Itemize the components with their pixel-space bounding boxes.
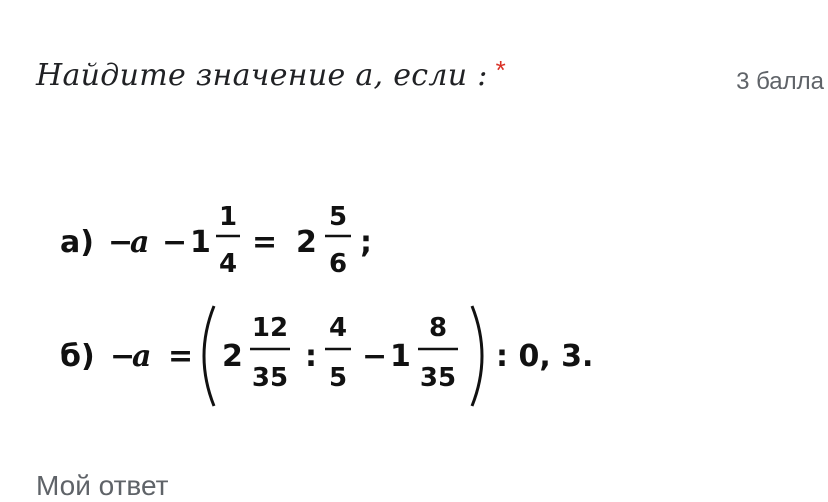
problem-b-minus: − (110, 339, 136, 374)
problem-b-colon1: : (305, 339, 317, 374)
problem-a-den1: 4 (218, 249, 238, 279)
question-title (36, 55, 507, 93)
required-star: * (495, 55, 507, 85)
problem-b-label: б) (60, 339, 95, 374)
problem-b-den1: 35 (251, 363, 289, 393)
problem-b-minus2: − (362, 339, 388, 374)
problem-b (60, 306, 593, 406)
problem-a-whole2: 2 (296, 225, 317, 260)
problem-b-num1: 12 (251, 313, 289, 343)
problem-a-whole1: 1 (190, 225, 211, 260)
problem-b-eq: = (168, 339, 194, 374)
problem-b-var: a (132, 339, 152, 374)
problem-b-whole1: 2 (222, 339, 243, 374)
problem-b-den2: 5 (328, 363, 348, 393)
problem-a-var: a (130, 225, 150, 260)
problem-b-whole3: 1 (390, 339, 411, 374)
problem-a-minus: − (108, 225, 134, 260)
problem-a-label: а) (60, 225, 94, 260)
problem-b-num3: 8 (428, 313, 448, 343)
problem-b-left-paren (204, 306, 214, 406)
problem-a-minus2: − (162, 225, 188, 260)
problem-b-right-paren (472, 306, 482, 406)
problem-a-num2: 5 (328, 202, 348, 232)
problem-a-num1: 1 (218, 202, 238, 232)
problem-b-tail: : 0, 3. (496, 339, 594, 374)
problem-a (60, 202, 372, 279)
problem-b-num2: 4 (328, 313, 348, 343)
problem-a-end: ; (360, 225, 372, 260)
question-title-text: Найдите значение а, если : (36, 58, 488, 93)
problem-a-eq: = (252, 225, 278, 260)
problem-image (0, 170, 828, 430)
problem-a-den2: 6 (328, 249, 348, 279)
answer-label: Мой ответ (36, 470, 169, 501)
points-label: 3 балла (736, 68, 824, 95)
problem-b-den3: 35 (419, 363, 457, 393)
